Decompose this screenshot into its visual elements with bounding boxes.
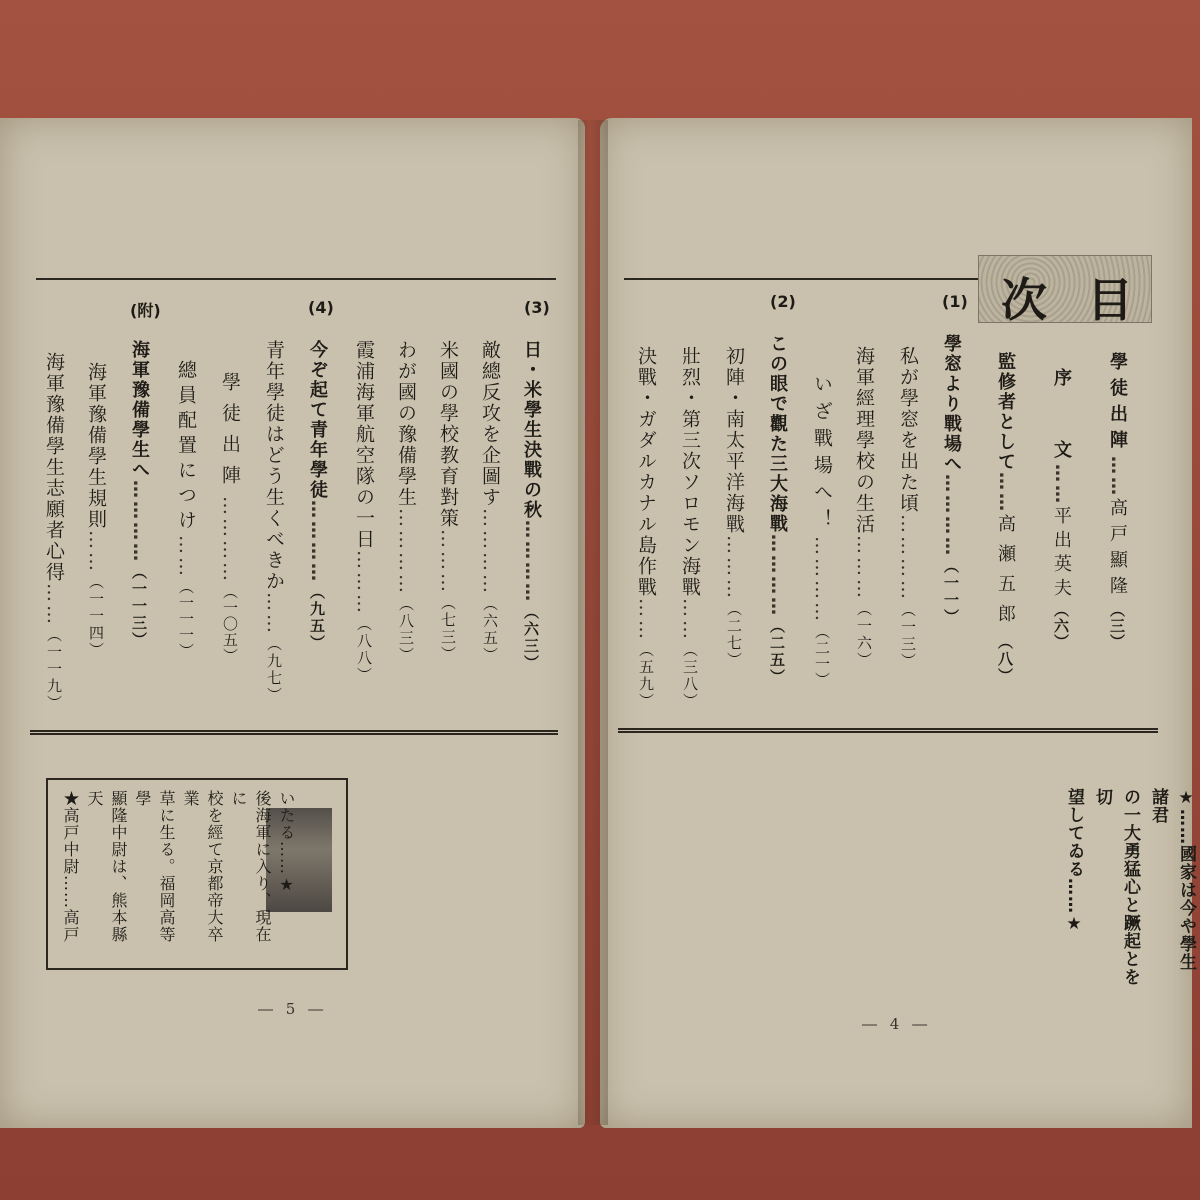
book-gutter <box>578 120 608 1125</box>
right-bottom-rule <box>618 728 1158 736</box>
toc-entry: 決戰・ガダルカナル島作戰……（五九） <box>635 346 657 710</box>
toc-entry: 海軍豫備學生志願者心得……（一一九） <box>43 352 65 712</box>
toc-entry: 海軍豫備學生規則……（一一四） <box>85 362 107 659</box>
section-marker-3: (3) <box>524 298 550 317</box>
toc-entry: わが國の豫備學生…………（八三） <box>395 340 417 664</box>
title-char: 次 <box>1001 273 1047 327</box>
toc-front-entry: 監修者として……高瀬五郎（八） <box>995 352 1016 685</box>
toc-entry: 學徒出陣…………（一〇五） <box>219 372 241 664</box>
toc-entry: 日・米學生決戰の秋…………（六三） <box>521 340 542 672</box>
toc-entry: いざ戰場へ！…………（二一） <box>811 374 833 688</box>
author-profile-text: いたる……★ 後海軍に入り、現在に 校を經て京都帝大卒業 草に生る。福岡高等學 顯隆中尉は、熊本縣天 ★高戸中尉……高戸 <box>61 790 296 943</box>
toc-entry: 初陣・南太平洋海戰………（二七） <box>723 346 745 669</box>
page-number-right: ― 4 ― <box>862 1015 932 1033</box>
toc-entry: 海軍經理學校の生活………（一六） <box>853 346 875 669</box>
left-bottom-rule <box>30 730 558 738</box>
section-marker-4: (4) <box>308 298 334 317</box>
toc-title-block <box>978 255 1152 327</box>
section-marker-1: (1) <box>942 292 968 311</box>
toc-entry: 今ぞ起て青年學徒…………（九五） <box>307 340 328 652</box>
author-profile-box <box>46 778 348 970</box>
toc-entry: この眼で觀た三大海戰…………（二五） <box>767 334 788 686</box>
toc-entry: 海軍豫備學生へ…………（一一三） <box>129 340 150 649</box>
toc-entry: 米國の學校教育對策………（七三） <box>437 340 459 663</box>
toc-entry: 私が學窓を出た頃…………（一三） <box>897 346 919 670</box>
toc-entry: 總員配置につけ……（一一一） <box>175 360 197 659</box>
editorial-note: ★……國家は今や學生諸君 の一大勇猛心と蹶起とを切 望してゐる……★ <box>1064 788 1196 986</box>
toc-front-entry: 序 文……平出英夫（六） <box>1051 368 1072 650</box>
toc-entry: 敵總反攻を企圖す…………（六五） <box>479 340 501 664</box>
section-marker-2: (2) <box>770 292 796 311</box>
right-top-rule <box>624 278 980 280</box>
title-char: 目 <box>1087 273 1133 327</box>
toc-entry: 霞浦海軍航空隊の一日………（八八） <box>353 340 375 684</box>
toc-entry: 學窓より戰場へ…………（一一） <box>941 334 962 626</box>
left-top-rule <box>36 278 556 280</box>
page-number-left: ― 5 ― <box>258 1000 328 1018</box>
toc-entry: 青年學徒はどう生くべきか……（九七） <box>263 340 285 704</box>
section-marker-appendix: (附) <box>130 301 161 320</box>
toc-front-entry: 學徒出陣……高戸顯隆（三） <box>1107 352 1128 650</box>
toc-entry: 壯烈・第三次ソロモン海戰……（三八） <box>679 346 701 710</box>
